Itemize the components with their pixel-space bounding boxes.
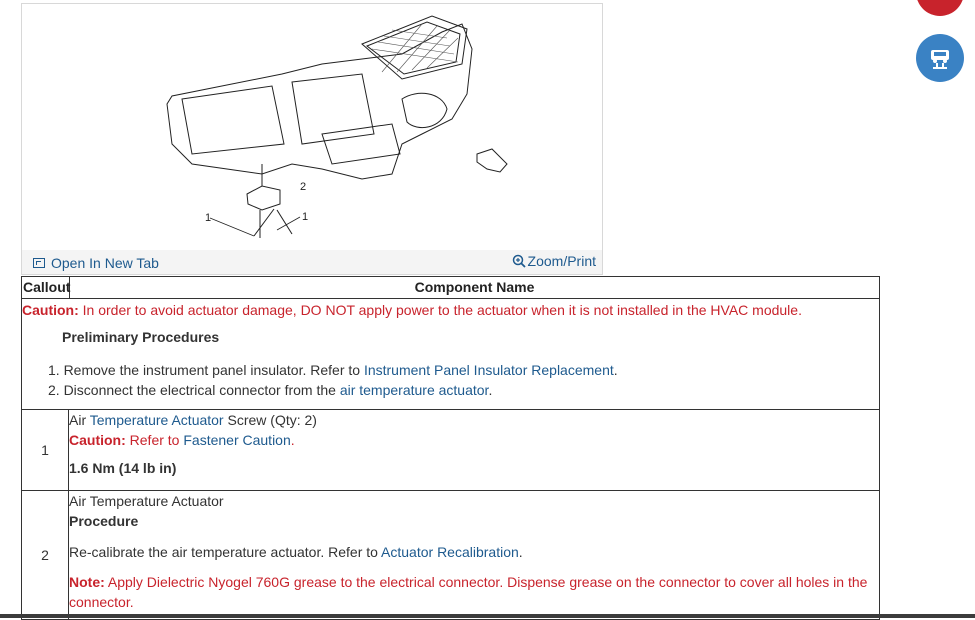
callout-number: 2	[22, 491, 69, 619]
zoom-print-link[interactable]	[512, 253, 596, 269]
table-row	[22, 491, 879, 619]
name-suffix: Screw (Qty: 2)	[223, 412, 317, 428]
fastener-caution	[69, 430, 879, 450]
diagram-callout-2: 2	[300, 181, 307, 193]
step-text: 2. Disconnect the electrical connector from the	[48, 382, 340, 398]
open-in-new-tab-label: Open In New Tab	[51, 255, 159, 271]
top-action-button[interactable]	[916, 0, 964, 16]
torque-spec: 1.6 Nm (14 lb in)	[69, 460, 177, 476]
note-text: Apply Dielectric Nyogel 760G grease to the electrical connector. Dispense grease on the connector to cover all holes in the connector.	[69, 574, 868, 610]
header-component-name: Component Name	[414, 279, 535, 295]
component-name: Air Temperature Actuator	[69, 493, 224, 509]
component-cell	[69, 491, 879, 619]
component-name	[69, 410, 879, 430]
hvac-diagram-figure	[21, 3, 603, 275]
fastener-caution-link[interactable]: Fastener Caution	[183, 432, 291, 448]
preliminary-procedures-title: Preliminary Procedures	[62, 329, 220, 345]
caution-label: Caution:	[69, 432, 126, 448]
vehicle-lift-button[interactable]	[916, 34, 964, 82]
instrument-panel-insulator-link[interactable]: Instrument Panel Insulator Replacement	[363, 362, 614, 378]
temperature-actuator-link[interactable]: Temperature Actuator	[89, 412, 224, 428]
diagram-callout-1-left: 1	[205, 212, 212, 224]
component-table	[21, 276, 880, 620]
open-in-new-tab-link[interactable]	[33, 255, 159, 271]
preliminary-steps	[48, 360, 618, 400]
recalibrate-step	[69, 542, 879, 562]
header-callout: Callout	[22, 277, 70, 298]
table-row	[22, 410, 879, 491]
caution-text: Refer to	[125, 432, 184, 448]
grease-note	[69, 572, 879, 612]
step-suffix: .	[488, 382, 493, 398]
zoom-print-label: Zoom/Print	[527, 253, 596, 269]
table-header	[22, 277, 879, 299]
step-text: 1. Remove the instrument panel insulator. Refer to	[48, 362, 364, 378]
name-text: Air	[69, 412, 90, 428]
caution-suffix: .	[290, 432, 295, 448]
step-suffix: .	[613, 362, 618, 378]
procedure-title: Procedure	[69, 513, 139, 529]
diagram-callout-1-right: 1	[302, 211, 309, 223]
caution-label: Caution:	[22, 302, 79, 318]
actuator-recalibration-link[interactable]: Actuator Recalibration	[381, 544, 519, 560]
recal-suffix: .	[518, 544, 523, 560]
component-cell	[69, 410, 879, 490]
list-item	[48, 360, 618, 380]
note-label: Note:	[69, 574, 105, 590]
recal-text: Re-calibrate the air temperature actuator. Refer to	[69, 544, 382, 560]
open-in-new-tab-icon	[33, 258, 45, 268]
preliminary-row	[22, 299, 879, 410]
callout-number: 1	[22, 410, 69, 490]
figure-toolbar	[22, 250, 602, 274]
vehicle-lift-icon	[927, 45, 953, 71]
caution-text: In order to avoid actuator damage, DO NOT apply power to the actuator when it is not installed in the HVAC module.	[78, 302, 802, 318]
list-item	[48, 380, 618, 400]
bottom-scrollbar[interactable]	[0, 614, 975, 618]
hvac-module-diagram	[22, 4, 602, 250]
caution-message	[22, 301, 879, 319]
zoom-icon	[512, 254, 526, 268]
air-temperature-actuator-link[interactable]: air temperature actuator	[339, 382, 489, 398]
